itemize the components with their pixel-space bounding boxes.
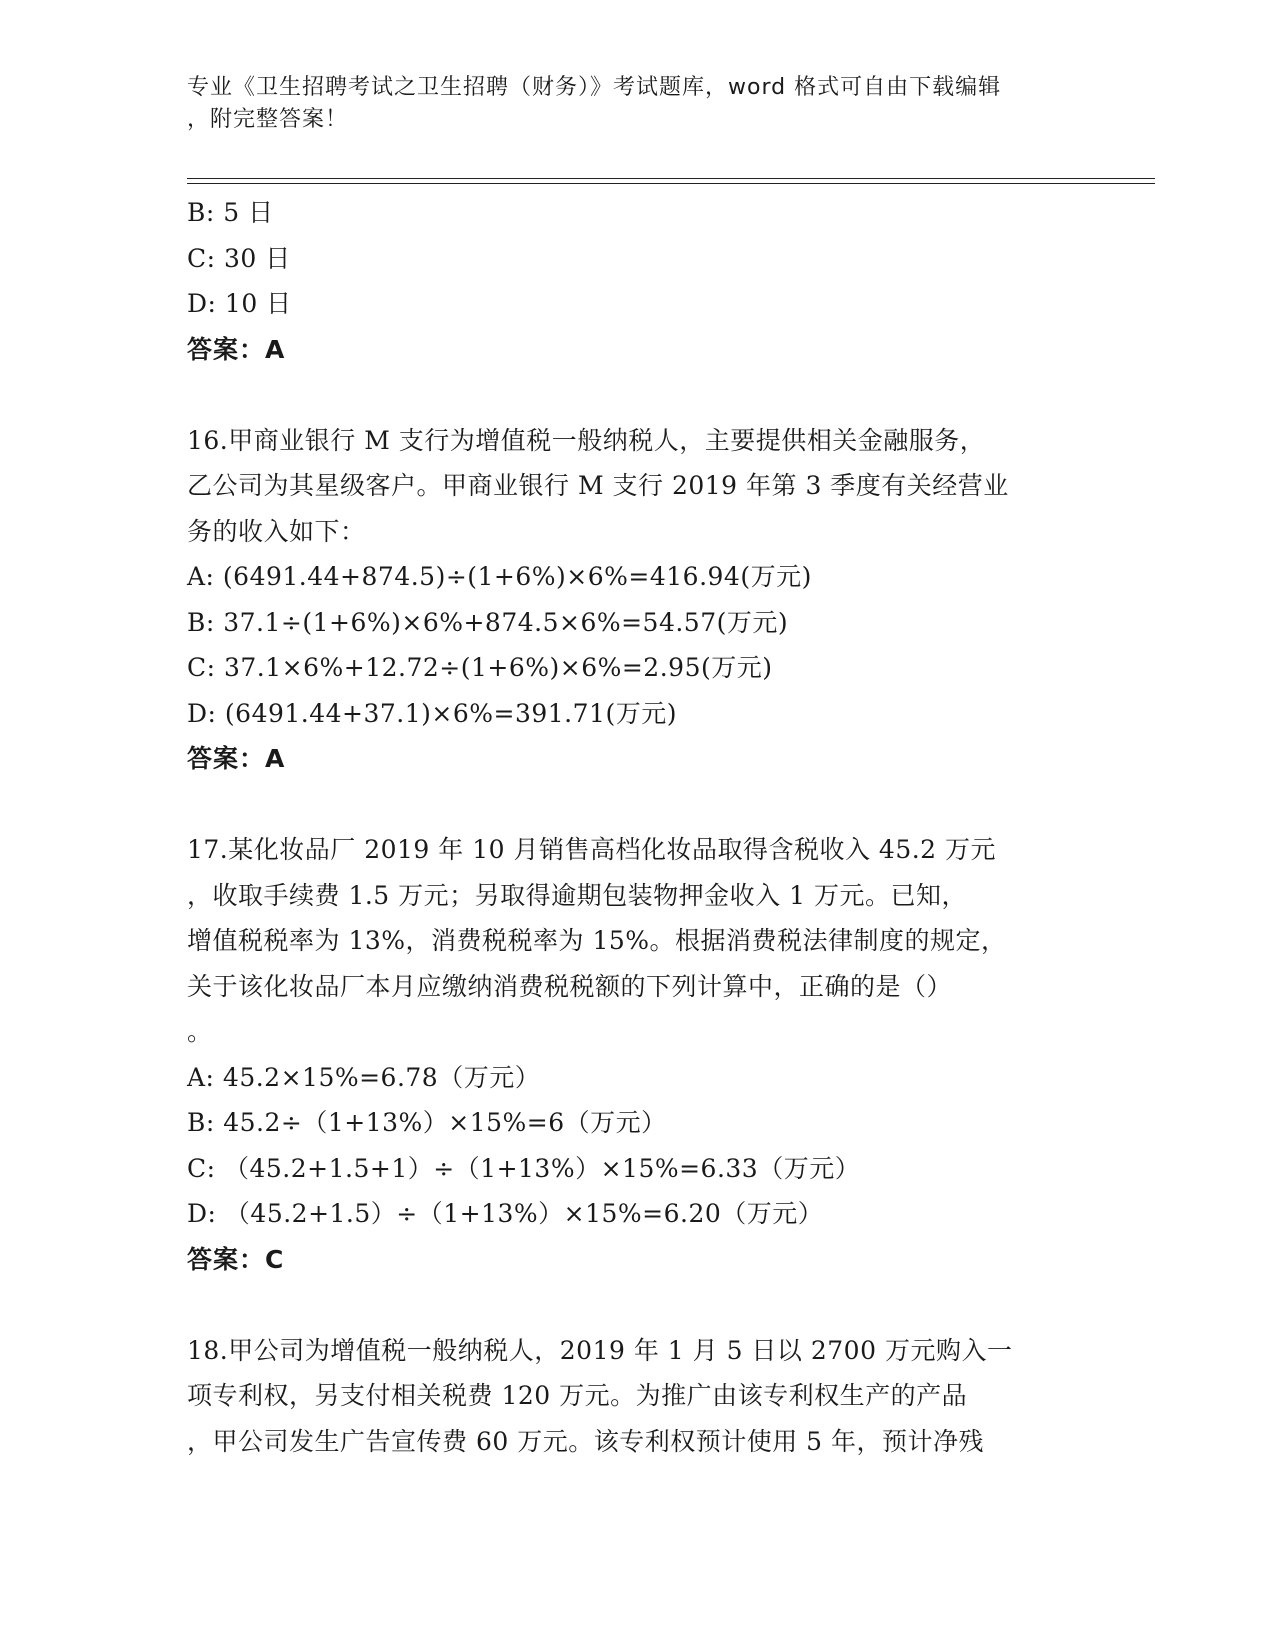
header-line-1: 专业《卫生招聘考试之卫生招聘（财务）》考试题库，word 格式可自由下载编辑 <box>187 75 1002 100</box>
option-a: A: (6491.44+874.5)÷(1+6%)×6%=416.94(万元) <box>187 562 812 591</box>
question-stem-line: 关于该化妆品厂本月应缴纳消费税税额的下列计算中，正确的是（） <box>187 971 953 1001</box>
question-stem-line: ，甲公司发生广告宣传费 60 万元。该专利权预计使用 5 年，预计净残 <box>187 1426 985 1456</box>
question-stem-line: 18.甲公司为增值税一般纳税人，2019 年 1 月 5 日以 2700 万元购入一 <box>187 1335 1013 1365</box>
option-c: C: （45.2+1.5+1）÷（1+13%）×15%=6.33（万元） <box>187 1153 861 1183</box>
question-18 <box>187 1328 1087 1465</box>
question-stem-line: 增值税税率为 13%，消费税税率为 15%。根据消费税法律制度的规定， <box>187 926 1007 955</box>
page-header <box>187 72 1067 136</box>
question-content <box>187 190 1087 1464</box>
header-divider-bottom <box>187 183 1155 184</box>
option-a: A: 45.2×15%=6.78（万元） <box>187 1062 541 1092</box>
option-d: D: (6491.44+37.1)×6%=391.71(万元) <box>187 698 677 728</box>
option-b: B: 45.2÷（1+13%）×15%=6（万元） <box>187 1108 667 1137</box>
option-d: D: （45.2+1.5）÷（1+13%）×15%=6.20（万元） <box>187 1199 824 1228</box>
question-stem-line: 。 <box>187 1017 213 1046</box>
answer: 答案：A <box>187 334 286 364</box>
option-c: C: 30 日 <box>187 243 291 273</box>
spacer <box>187 1282 1087 1328</box>
question-stem-line: 务的收入如下： <box>187 516 366 546</box>
option-d: D: 10 日 <box>187 289 292 318</box>
question-stem-line: 乙公司为其星级客户。甲商业银行 M 支行 2019 年第 3 季度有关经营业 <box>187 471 1009 500</box>
question-17 <box>187 827 1087 1282</box>
question-stem-line: 项专利权，另支付相关税费 120 万元。为推广由该专利权生产的产品 <box>187 1381 968 1410</box>
answer: 答案：A <box>187 744 286 773</box>
header-divider-top <box>187 178 1155 179</box>
answer: 答案：C <box>187 1244 285 1274</box>
header-line-2: ，附完整答案！ <box>187 107 349 132</box>
question-15 <box>187 190 1087 372</box>
option-c: C: 37.1×6%+12.72÷(1+6%)×6%=2.95(万元) <box>187 653 773 682</box>
spacer <box>187 372 1087 418</box>
question-16 <box>187 418 1087 782</box>
question-stem-line: 16.甲商业银行 M 支行为增值税一般纳税人，主要提供相关金融服务， <box>187 425 986 455</box>
option-b: B: 5 日 <box>187 198 274 227</box>
option-b: B: 37.1÷(1+6%)×6%+874.5×6%=54.57(万元) <box>187 607 789 637</box>
spacer <box>187 782 1087 828</box>
question-stem-line: ，收取手续费 1.5 万元；另取得逾期包装物押金收入 1 万元。已知， <box>187 880 967 910</box>
question-stem-line: 17.某化妆品厂 2019 年 10 月销售高档化妆品取得含税收入 45.2 万元 <box>187 835 997 864</box>
